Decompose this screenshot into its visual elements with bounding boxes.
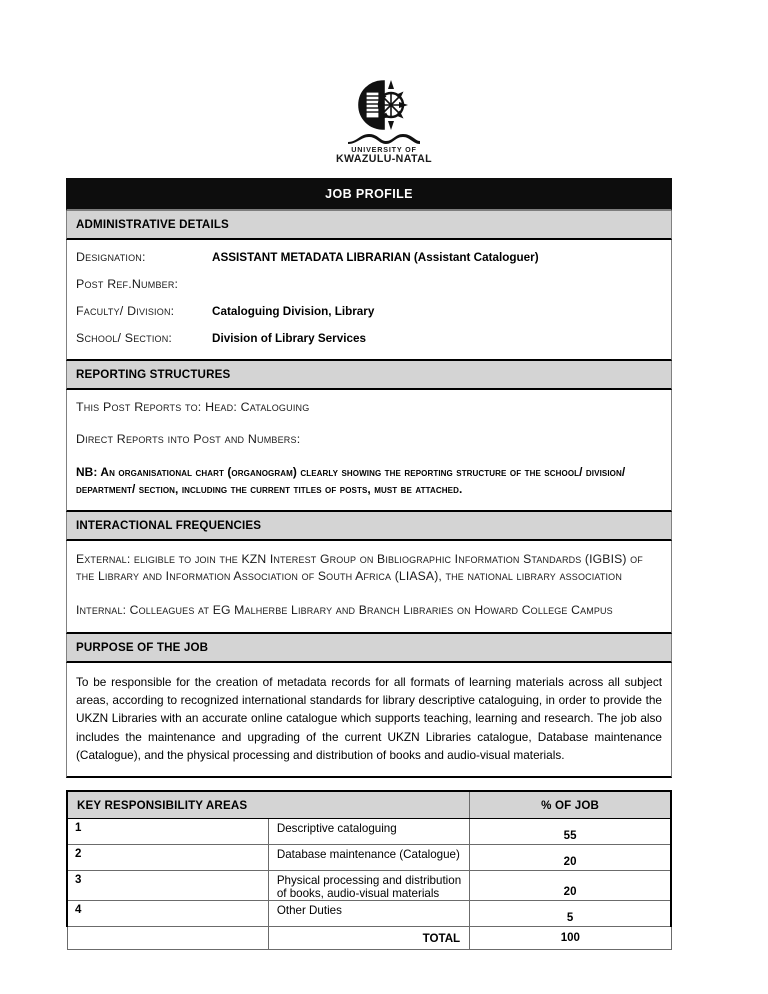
section-heading-interactional-frequencies: INTERACTIONAL FREQUENCIES bbox=[66, 512, 672, 541]
reports-to-line: This Post Reports to: Head: Cataloguing bbox=[76, 400, 310, 414]
document-body bbox=[66, 178, 672, 950]
designation-label: Designation: bbox=[76, 250, 146, 264]
designation-value: ASSISTANT METADATA LIBRARIAN (Assistant Cataloguer) bbox=[212, 251, 539, 264]
logo-wordmark bbox=[0, 146, 768, 165]
table-row bbox=[67, 845, 671, 871]
field-row-post-ref-number bbox=[76, 277, 662, 291]
section-body-reporting-structures bbox=[66, 390, 672, 512]
table-row bbox=[67, 871, 671, 901]
kra-row-percent: 20 bbox=[470, 871, 671, 901]
kra-row-description: Other Duties bbox=[268, 901, 469, 927]
section-body-administrative-details bbox=[66, 240, 672, 361]
ukzn-wave-icon bbox=[347, 132, 421, 145]
section-body-interactional-frequencies bbox=[66, 541, 672, 634]
key-responsibility-areas-table bbox=[66, 790, 672, 950]
school-section-label: School/ Section: bbox=[76, 331, 173, 345]
table-row bbox=[67, 819, 671, 845]
nb-prefix: NB: bbox=[76, 465, 98, 479]
nb-text: An organisational chart (organogram) clearly showing the reporting structure of the school/ division/ department/ section, including the current titles of posts, must be attached. bbox=[76, 465, 626, 496]
faculty-division-value: Cataloguing Division, Library bbox=[212, 305, 375, 318]
kra-row-percent: 20 bbox=[470, 845, 671, 871]
internal-interactions: Internal: Colleagues at EG Malherbe Library and Branch Libraries on Howard College Campus bbox=[76, 602, 613, 617]
kra-row-description: Database maintenance (Catalogue) bbox=[268, 845, 469, 871]
field-row-faculty-division bbox=[76, 304, 662, 318]
faculty-division-label: Faculty/ Division: bbox=[76, 304, 175, 318]
direct-reports-line: Direct Reports into Post and Numbers: bbox=[76, 432, 301, 446]
column-header-key-responsibility-areas: KEY RESPONSIBILITY AREAS bbox=[67, 791, 470, 819]
kra-row-percent: 5 bbox=[470, 901, 671, 927]
purpose-text: To be responsible for the creation of metadata records for all formats of learning materials across all subject areas, according to recognized international standards for library descriptive cataloguing, in order to provide the UKZN Libraries with an accurate online catalogue which supports teaching, learning and research. The job also includes the maintenance and upgrading of the current UKZN Libraries catalogue, Database maintenance (Catalogue), and the physical processing and distribution of books and audio-visual materials. bbox=[76, 674, 662, 763]
kra-row-percent: 55 bbox=[470, 819, 671, 845]
external-interactions: External: eligible to join the KZN Interest Group on Bibliographic Information Standards (IGBIS) of the Library and Information Association of South Africa (LIASA), the national library association bbox=[76, 551, 643, 584]
field-row-school-section bbox=[76, 331, 662, 345]
section-body-purpose-of-the-job bbox=[66, 663, 672, 779]
column-header-percent-of-job: % OF JOB bbox=[470, 791, 671, 819]
kra-row-number: 3 bbox=[67, 871, 268, 901]
logo-line-1: UNIVERSITY OF bbox=[351, 145, 417, 154]
logo-line-2: KWAZULU-NATAL bbox=[335, 152, 432, 165]
field-row-designation bbox=[76, 250, 662, 264]
table-total-row bbox=[67, 927, 671, 950]
section-heading-reporting-structures: REPORTING STRUCTURES bbox=[66, 361, 672, 390]
total-spacer-cell bbox=[67, 927, 268, 950]
total-label: TOTAL bbox=[268, 927, 469, 950]
kra-row-number: 1 bbox=[67, 819, 268, 845]
ukzn-logo bbox=[0, 78, 768, 165]
kra-row-number: 4 bbox=[67, 901, 268, 927]
table-row bbox=[67, 901, 671, 927]
section-heading-purpose-of-the-job: PURPOSE OF THE JOB bbox=[66, 634, 672, 663]
section-heading-administrative-details: ADMINISTRATIVE DETAILS bbox=[66, 211, 672, 240]
kra-row-description: Physical processing and distribution of books, audio-visual materials bbox=[268, 871, 469, 901]
school-section-value: Division of Library Services bbox=[212, 332, 366, 345]
kra-row-number: 2 bbox=[67, 845, 268, 871]
total-value: 100 bbox=[470, 927, 671, 950]
nb-note bbox=[76, 464, 662, 498]
post-ref-number-label: Post Ref.Number: bbox=[76, 277, 179, 291]
page-title: JOB PROFILE bbox=[66, 178, 672, 211]
table-header-row bbox=[67, 791, 671, 819]
ukzn-sun-shield-icon bbox=[351, 78, 417, 134]
kra-row-description: Descriptive cataloguing bbox=[268, 819, 469, 845]
